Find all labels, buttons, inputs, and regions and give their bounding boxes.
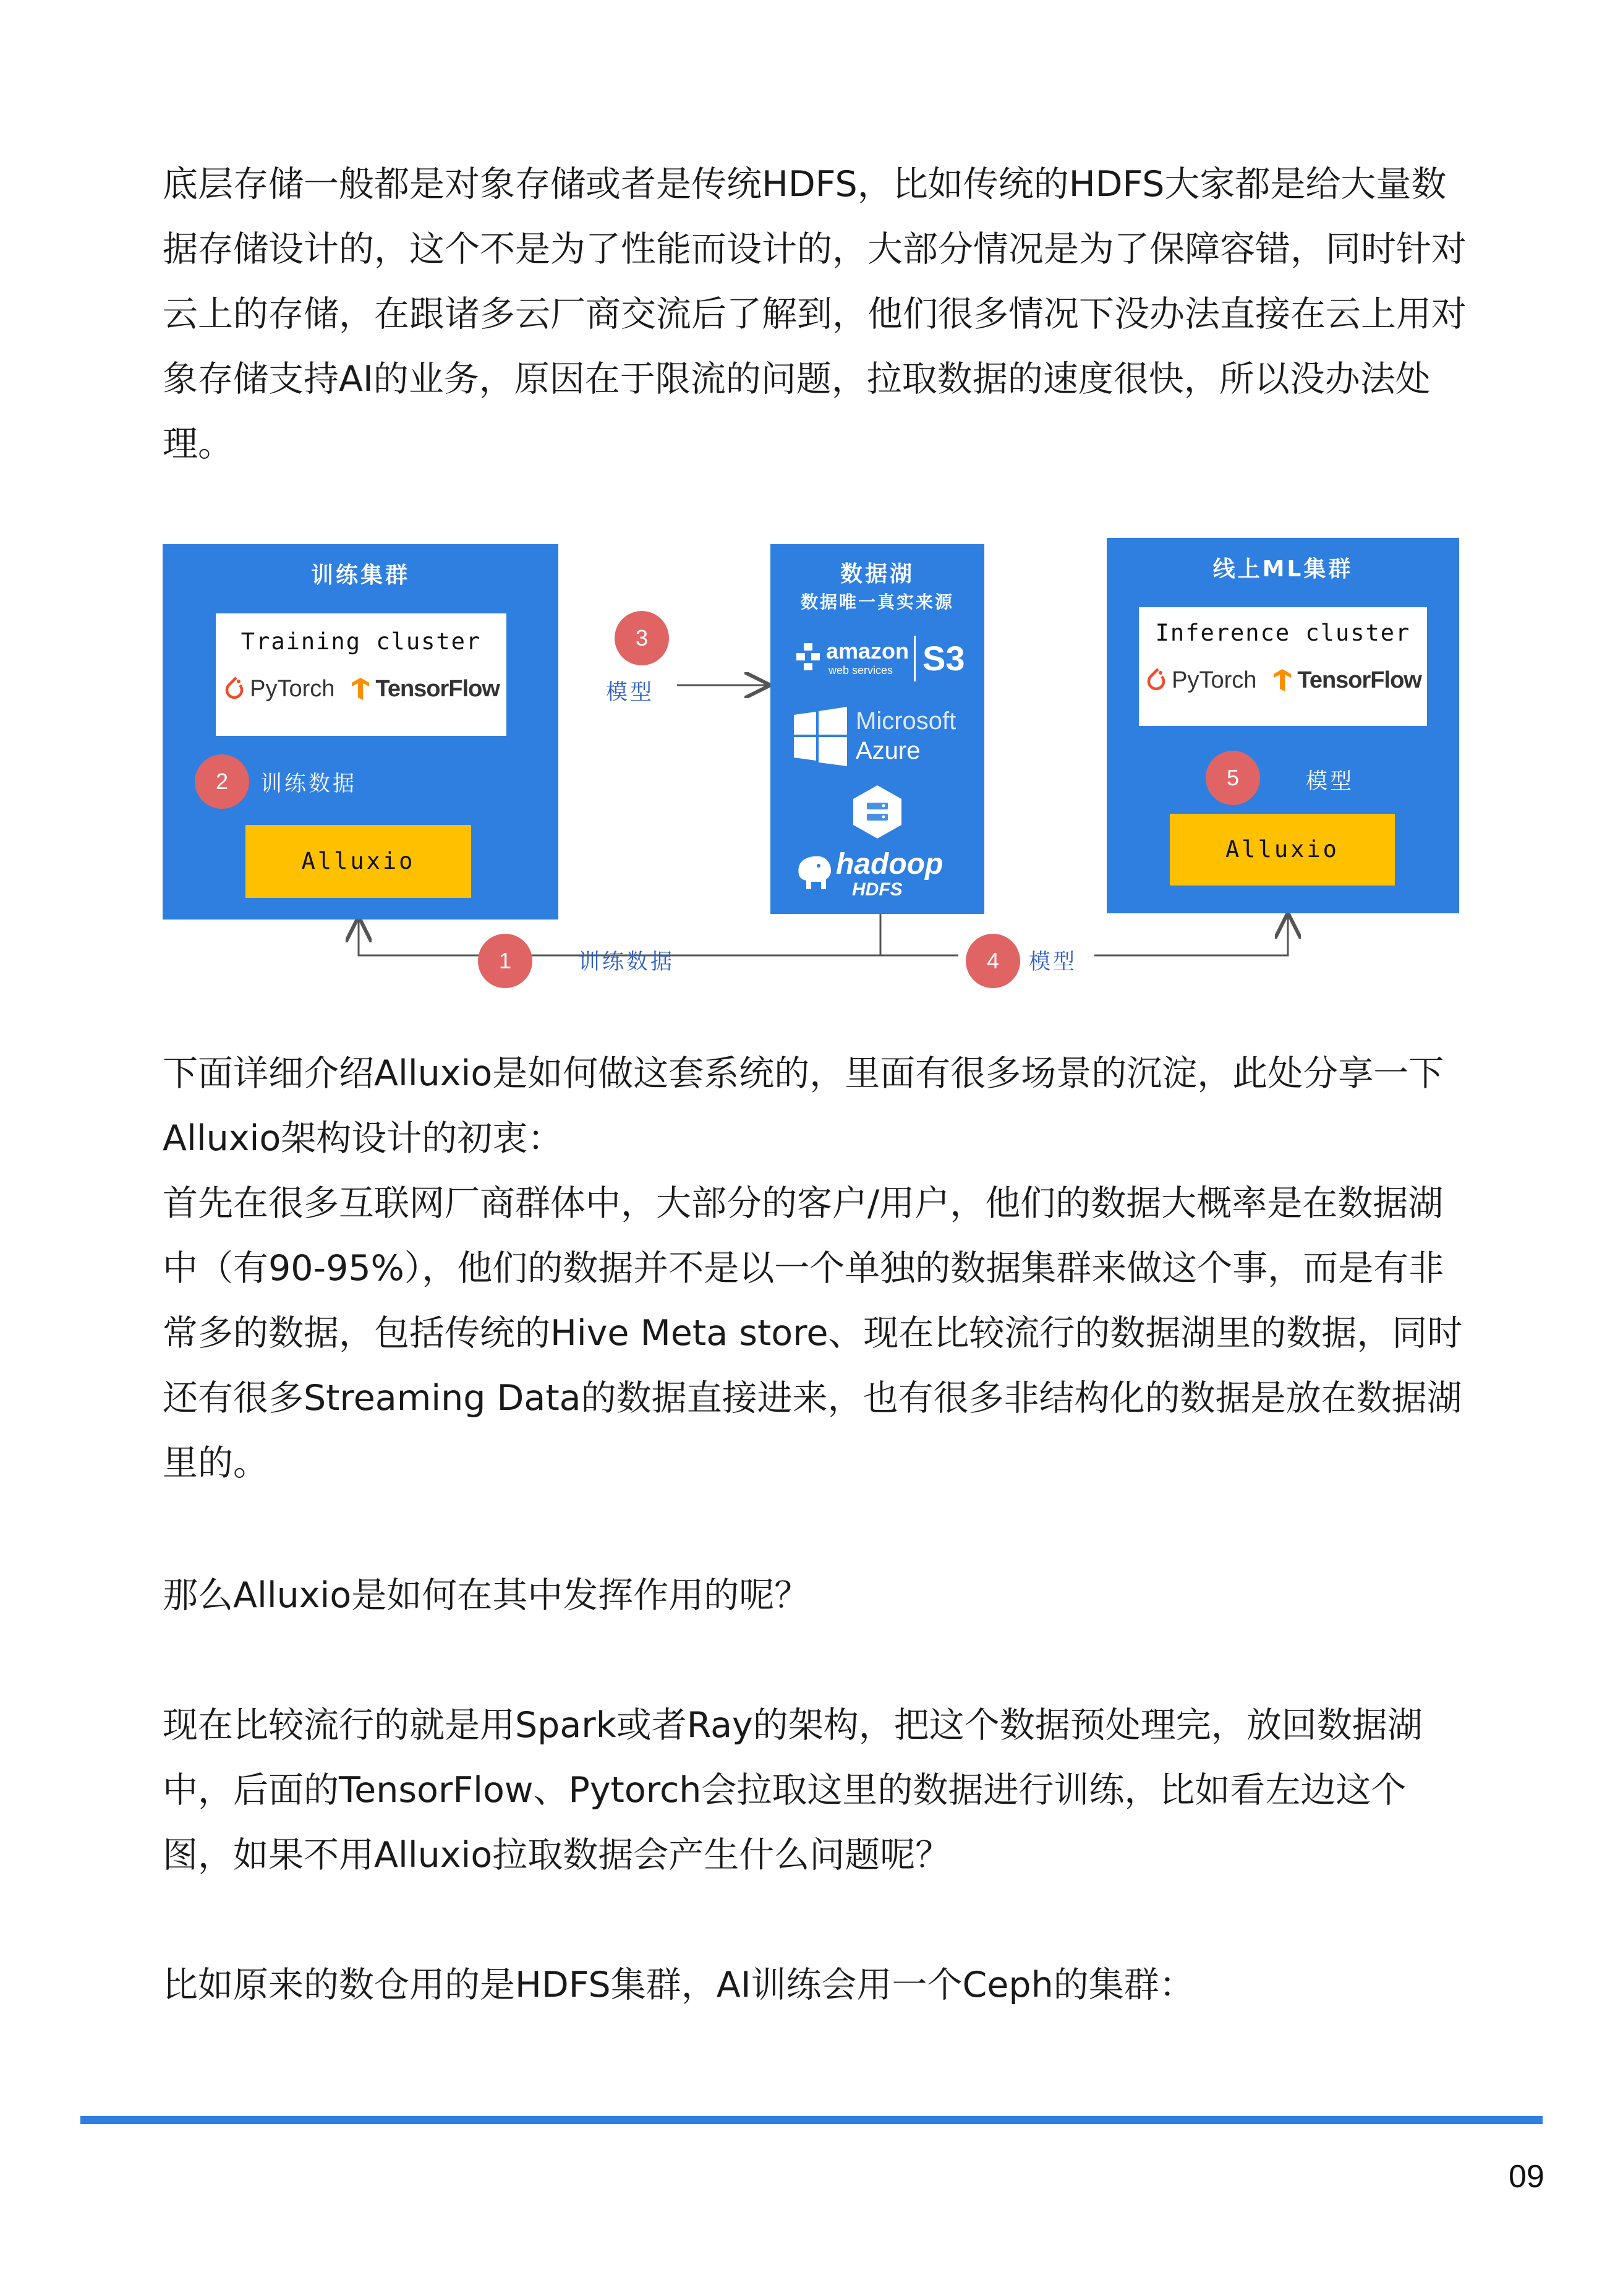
hdfs-text: HDFS	[852, 879, 903, 900]
pytorch-icon	[223, 675, 246, 702]
training-cluster-title: 训练集群	[310, 563, 410, 588]
hadoop-hdfs-logo	[793, 843, 972, 905]
paragraph-2b-text: 首先在很多互联网厂商群体中，大部分的客户/用户，他们的数据大概率是在数据湖中（有90-95%），他们的数据并不是以一个单独的数据集群来做这个事，而是有非常多的数据，包括传统的Hive Meta store、现在比较流行的数据湖里的数据，同时还有很多Streaming Data的数据直接进来，也有很多非结构化的数据是放在数据湖里的。	[163, 1183, 1463, 1483]
s3-text: S3	[922, 639, 965, 678]
tensorflow-icon	[349, 676, 372, 701]
training-cluster-box	[163, 544, 558, 920]
inference-alluxio-box: Alluxio	[1170, 814, 1395, 886]
paragraph-2	[163, 1041, 1470, 1496]
data-lake-subtitle: 数据唯一真实来源	[800, 592, 954, 612]
aws-divider	[914, 636, 916, 681]
paragraph-3	[163, 1563, 1470, 1628]
paragraph-4	[163, 1693, 1470, 1888]
tensorflow-logo	[1271, 667, 1421, 694]
inference-cluster-box	[1107, 538, 1459, 913]
data-lake-box	[770, 544, 984, 914]
tensorflow-logo	[349, 676, 499, 702]
pytorch-label: PyTorch	[250, 675, 335, 702]
microsoft-text: Microsoft	[856, 707, 956, 735]
pytorch-icon	[1144, 667, 1168, 694]
inference-cluster-card	[1139, 607, 1427, 726]
hadoop-elephant-icon	[793, 850, 837, 893]
inference-cluster-label: Inference cluster	[1155, 620, 1411, 646]
amazon-text: amazon	[826, 638, 909, 664]
paragraph-5-text: 比如原来的数仓用的是HDFS集群，AI训练会用一个Ceph的集群：	[163, 1965, 1195, 2005]
data-lake-title: 数据湖	[840, 561, 914, 587]
step-3-badge: 3	[615, 611, 669, 665]
pytorch-logo	[1144, 667, 1256, 694]
cloud-storage-icon	[850, 784, 905, 840]
step-3-label: 模型	[606, 680, 655, 705]
training-framework-logos	[216, 675, 506, 702]
page-number: 09	[1509, 2159, 1544, 2195]
step-2-label: 训练数据	[260, 772, 357, 796]
paragraph-4-text: 现在比较流行的就是用Spark或者Ray的架构，把这个数据预处理完，放回数据湖中，后面的TensorFlow、Pytorch会拉取这里的数据进行训练，比如看左边这个图，如果不用Alluxio拉取数据会产生什么问题呢？	[163, 1705, 1423, 1876]
training-alluxio-box: Alluxio	[245, 825, 471, 898]
webservices-text: web services	[829, 664, 893, 676]
hadoop-text: hadoop	[836, 848, 944, 881]
paragraph-3-text: 那么Alluxio是如何在其中发挥作用的呢？	[163, 1575, 810, 1616]
microsoft-azure-logo	[794, 706, 973, 774]
paragraph-2-text: 下面详细介绍Alluxio是如何做这套系统的，里面有很多场景的沉淀，此处分享一下Alluxio架构设计的初衷：	[163, 1053, 1444, 1159]
tensorflow-icon	[1271, 668, 1293, 693]
training-cluster-card	[216, 613, 506, 736]
tensorflow-label: TensorFlow	[375, 675, 500, 702]
paragraph-1-text: 底层存储一般都是对象存储或者是传统HDFS，比如传统的HDFS大家都是给大量数据存储设计的，这个不是为了性能而设计的，大部分情况是为了保障容错，同时针对云上的存储，在跟诸多云厂商交流后了解到，他们很多情况下没办法直接在云上用对象存储支持AI的业务，原因在于限流的问题，拉取数据的速度很快，所以没办法处理。	[163, 164, 1467, 464]
training-cluster-label: Training cluster	[241, 628, 482, 655]
step-1-label: 训练数据	[578, 950, 675, 975]
paragraph-5	[163, 1953, 1470, 2018]
step-4-label: 模型	[1029, 950, 1078, 975]
aws-s3-logo	[794, 636, 967, 685]
step-5-badge: 5	[1206, 751, 1260, 805]
step-2-badge: 2	[195, 754, 249, 809]
inference-cluster-title: 线上ML集群	[1212, 557, 1353, 582]
tensorflow-label: TensorFlow	[1297, 667, 1421, 693]
aws-cubes-icon	[794, 642, 824, 674]
step-1-badge: 1	[478, 934, 532, 988]
step-5-label: 模型	[1306, 769, 1355, 794]
azure-text: Azure	[856, 737, 921, 764]
pytorch-logo	[223, 675, 334, 702]
step-4-badge: 4	[966, 934, 1020, 988]
inference-framework-logos	[1139, 667, 1427, 694]
footer-divider	[80, 2116, 1543, 2124]
windows-icon	[794, 706, 847, 768]
pytorch-label: PyTorch	[1172, 667, 1257, 693]
